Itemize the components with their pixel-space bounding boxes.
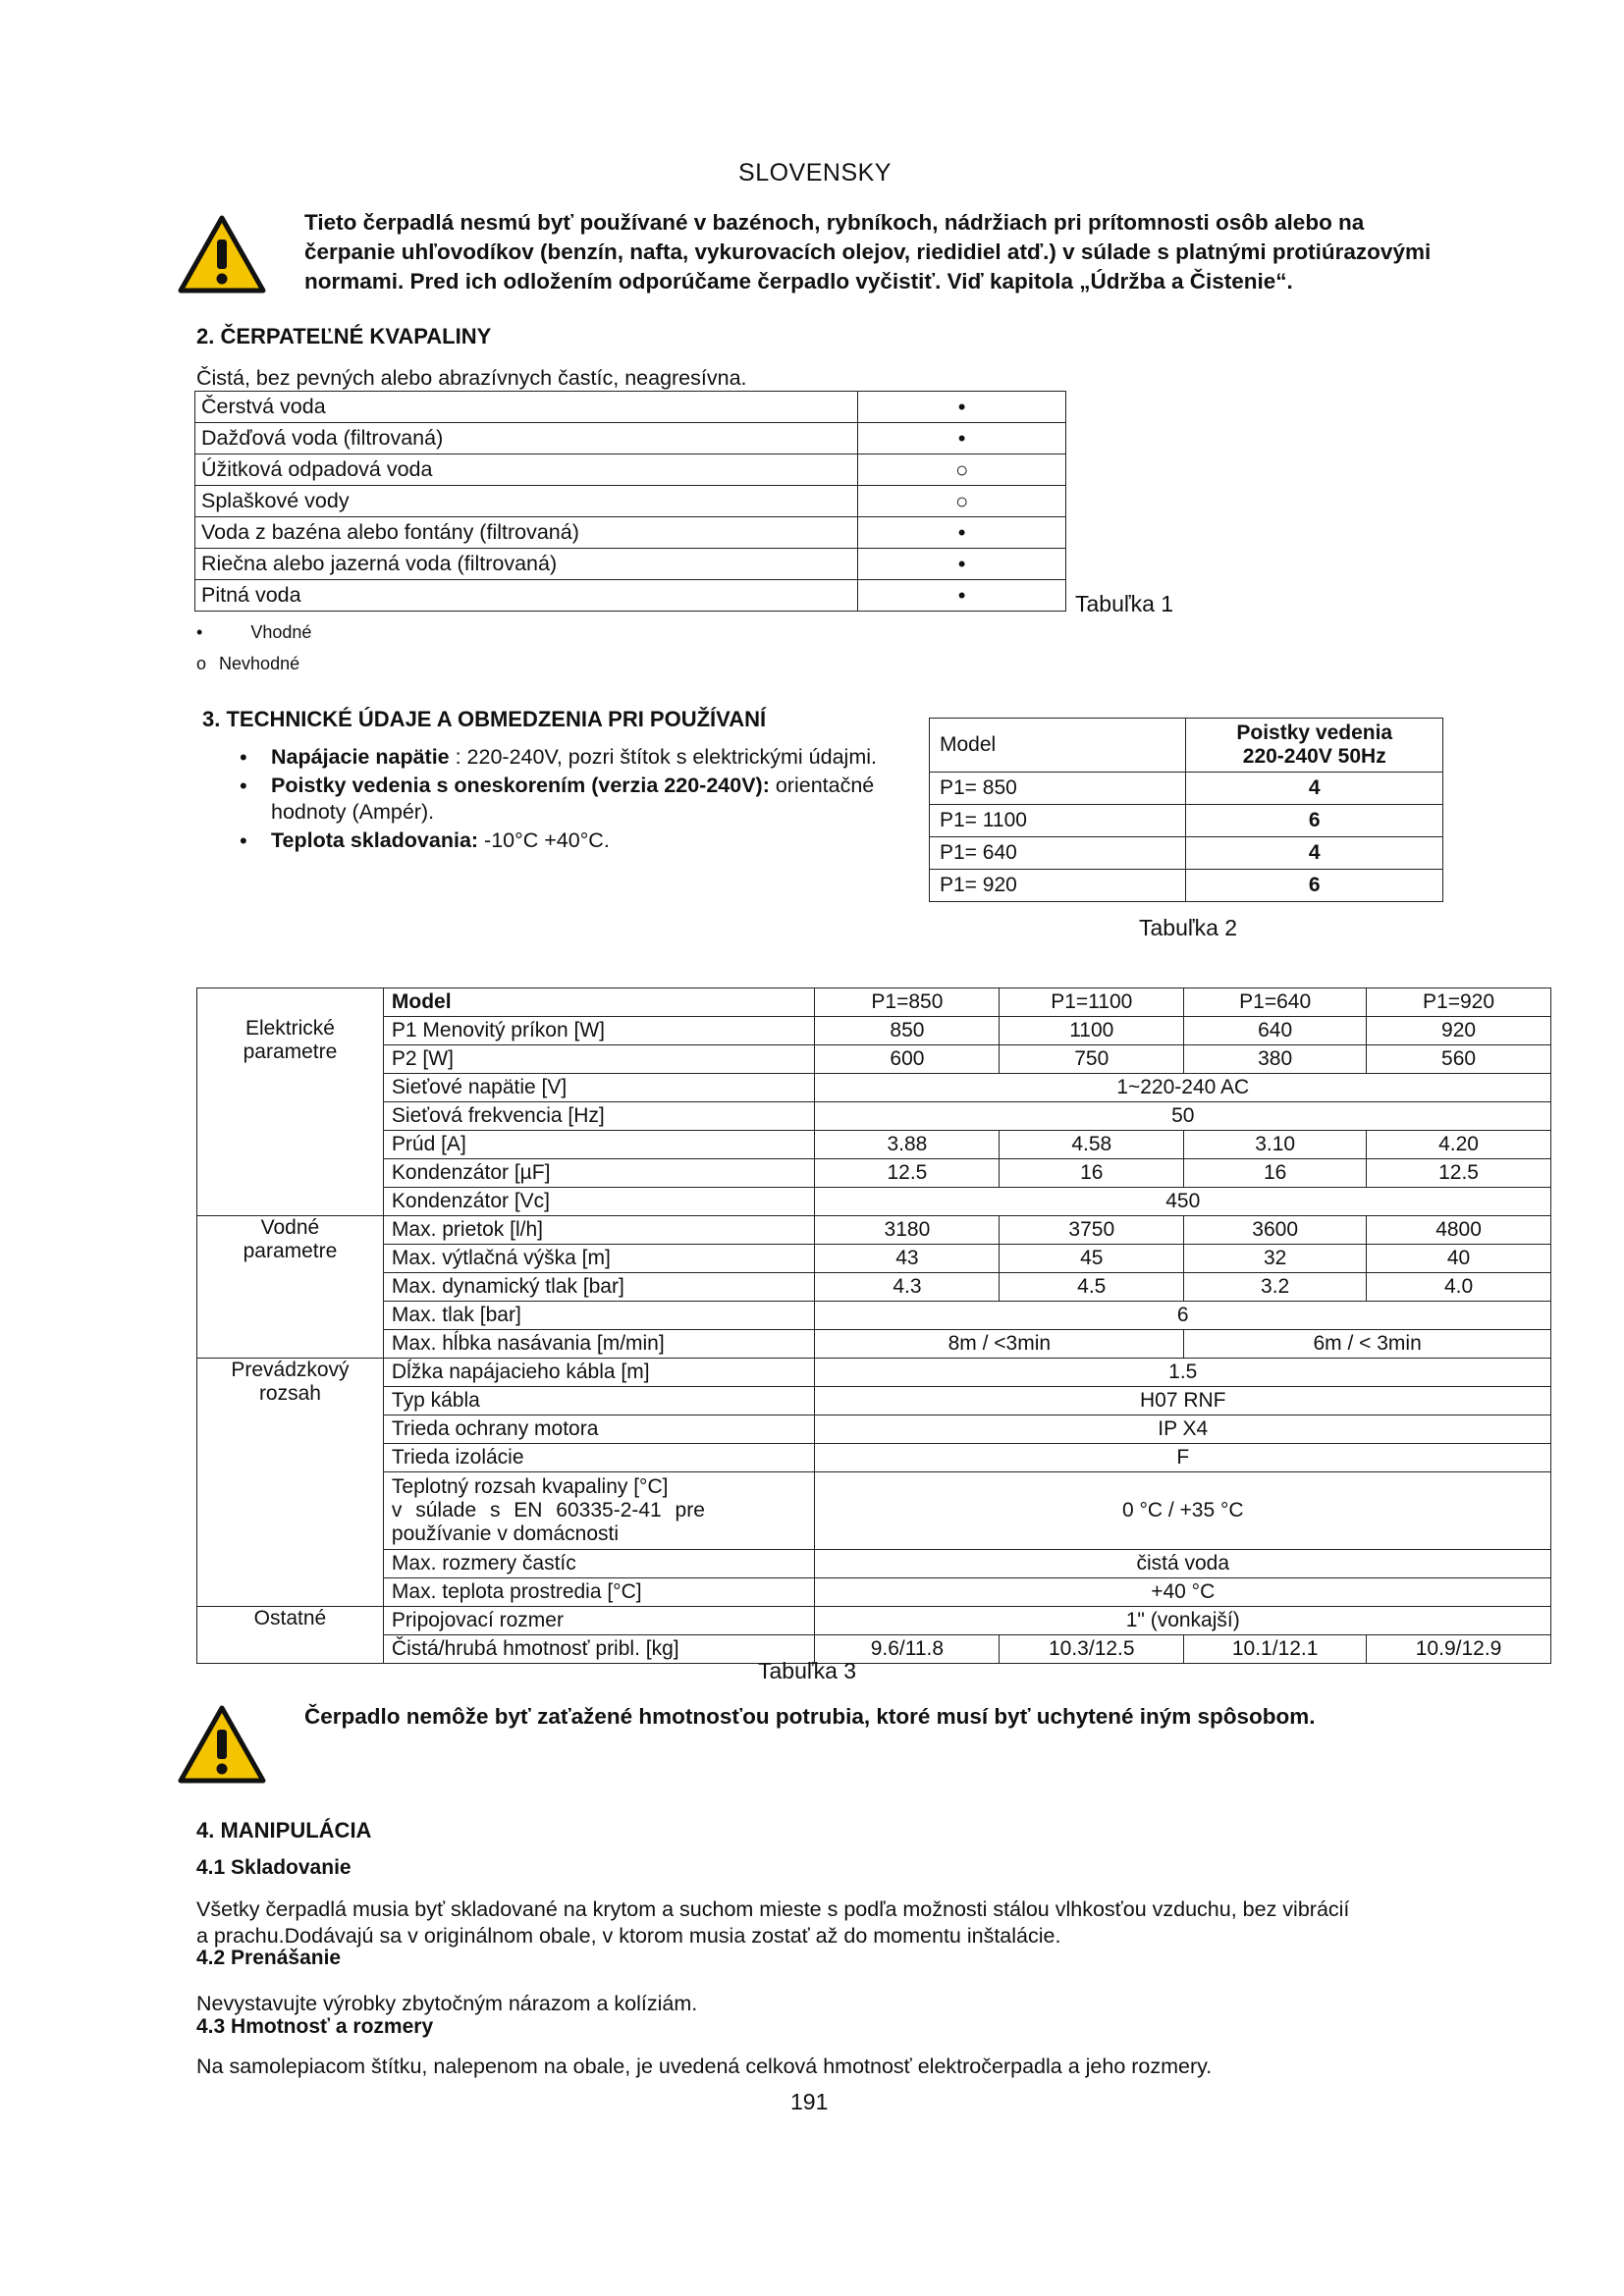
- row-label: Typ kábla: [383, 1387, 815, 1415]
- section-4-heading: 4. MANIPULÁCIA: [196, 1818, 372, 1842]
- table-row: [195, 486, 1066, 517]
- header-model-3: P1=640: [1184, 988, 1367, 1017]
- fuse-table-header-fuse: Poistky vedenia 220-240V 50Hz: [1186, 719, 1443, 773]
- model-cell: P1= 920: [930, 870, 1186, 902]
- model-cell: P1= 640: [930, 837, 1186, 870]
- header-model-1: P1=850: [815, 988, 1000, 1017]
- suitability-symbol: •: [858, 423, 1066, 454]
- legend-label-unsuitable: Nevhodné: [219, 654, 300, 673]
- warning-text-piping: Čerpadlo nemôže byť zaťažené hmotnosťou potrubia, ktoré musí byť uchytené iným spôsobom.: [304, 1704, 1316, 1729]
- list-item: • Napájacie napätie : 220-240V, pozri štítok s elektrickými údajmi.: [234, 744, 911, 771]
- header-model: Model: [383, 988, 815, 1017]
- list-item: • Teplota skladovania: -10°C +40°C.: [234, 828, 911, 854]
- fuse-cell: 6: [1186, 870, 1443, 902]
- liquid-label: Splaškové vody: [195, 486, 858, 517]
- header-model-2: P1=1100: [1000, 988, 1184, 1017]
- fuse-table: [929, 718, 1443, 902]
- row-label: P1 Menovitý príkon [W]: [383, 1017, 815, 1045]
- row-label: Čistá/hrubá hmotnosť pribl. [kg]: [383, 1635, 815, 1664]
- group-other: Ostatné: [197, 1607, 384, 1664]
- table-row: [195, 392, 1066, 423]
- liquid-label: Čerstvá voda: [195, 392, 858, 423]
- section-4-1-text: Všetky čerpadlá musia byť skladované na krytom a suchom mieste s podľa možnosti stálou vlhkosťou vzduchu, bez vibrácií a prachu.Dodávajú sa v originálnom obale, v ktorom musia zostať až do momentu inštalácie.: [196, 1897, 1350, 1948]
- fuse-cell: 4: [1186, 773, 1443, 805]
- legend-suitable: [196, 622, 311, 643]
- row-label: Teplotný rozsah kvapaliny [°C] v súlade s EN 60335-2-41 pre používanie v domácnosti: [383, 1472, 815, 1550]
- tech-data-list: [234, 744, 911, 856]
- table-row: [930, 870, 1443, 902]
- table-row: [195, 423, 1066, 454]
- section-2-heading: 2. ČERPATEĽNÉ KVAPALINY: [196, 324, 492, 348]
- table-row: [195, 549, 1066, 580]
- warning-triangle-icon: [177, 1704, 267, 1785]
- table-row: [930, 805, 1443, 837]
- liquid-label: Dažďová voda (filtrovaná): [195, 423, 858, 454]
- fuse-cell: 4: [1186, 837, 1443, 870]
- legend-symbol-suitable: •: [196, 622, 203, 642]
- suitability-symbol: •: [858, 580, 1066, 612]
- section-2-intro: Čistá, bez pevných alebo abrazívnych častíc, neagresívna.: [196, 366, 747, 390]
- liquids-table: [194, 391, 1066, 612]
- language-title: SLOVENSKY: [738, 159, 892, 187]
- suitability-symbol: •: [858, 549, 1066, 580]
- suitability-symbol: •: [858, 392, 1066, 423]
- row-label: Dĺžka napájacieho kábla [m]: [383, 1359, 815, 1387]
- header-model-4: P1=920: [1367, 988, 1551, 1017]
- row-label: Max. dynamický tlak [bar]: [383, 1273, 815, 1302]
- table-row: [195, 580, 1066, 612]
- table-1-caption: Tabuľka 1: [1075, 591, 1174, 616]
- group-operating-range: Prevádzkový rozsah: [197, 1359, 384, 1607]
- legend-label-suitable: Vhodné: [250, 622, 312, 642]
- liquid-label: Riečna alebo jazerná voda (filtrovaná): [195, 549, 858, 580]
- section-4-1-heading: 4.1 Skladovanie: [196, 1856, 352, 1879]
- model-cell: P1= 850: [930, 773, 1186, 805]
- group-water: Vodné parametre: [197, 1216, 384, 1359]
- warning-triangle-icon: [177, 214, 267, 294]
- model-cell: P1= 1100: [930, 805, 1186, 837]
- row-label: Sieťová frekvencia [Hz]: [383, 1102, 815, 1131]
- liquid-label: Pitná voda: [195, 580, 858, 612]
- group-electrical: Elektrické parametre: [197, 1017, 384, 1216]
- table-2-caption: Tabuľka 2: [1139, 915, 1238, 940]
- suitability-symbol: ○: [858, 454, 1066, 486]
- row-label: P2 [W]: [383, 1045, 815, 1074]
- table-row: [930, 773, 1443, 805]
- row-label: Max. výtlačná výška [m]: [383, 1245, 815, 1273]
- technical-data-table: Model P1=850 P1=1100 P1=640 P1=920 Elektrické parametre P1 Menovitý príkon [W] 850 1100 640 920 P2 [W] 600 750 380 560 Sieťové napätie [V] 1~220-240 AC Sieťová frekvencia [Hz] 50 Prúd [A] 3.88 4.58 3.10 4.20 Kondenzátor [µF] 12.5 16 16 12.5 Kondenzátor [Vc] 450 Vodné parametre Max. prietok [l/h] 3180 3750 3600 4800 Max. výtlačná výška [m] 43 45 32 40 Max. dynamický tlak [bar] 4.3 4.5 3.2 4.0 Max. tlak [bar] 6 Max. hĺbka nasávania [m/min] 8m / <3min 6m / < 3min Prevádzkový rozsah Dĺžka napájacieho kábla [m] 1.5 Typ kábla H07 RNF Trieda ochrany motora IP X4 Trieda izolácie F Teplotný rozsah kvapaliny [°C] v súlade s EN 60335-2-41 pre používanie v domácnosti 0 °C / +35 °C Max. rozmery častíc čistá voda Max. teplota prostredia [°C] +40 °C Ostatné Pripojovací rozmer 1" (vonkajší) Čistá/hrubá hmotnosť pribl. [kg] 9.6/11.8 10.3/12.5 10.1/12.1 10.9/12.9: [196, 988, 1551, 1664]
- list-item: • Poistky vedenia s oneskorením (verzia 220-240V): orientačné hodnoty (Ampér).: [234, 773, 911, 826]
- row-label: Max. rozmery častíc: [383, 1550, 815, 1578]
- row-label: Max. teplota prostredia [°C]: [383, 1578, 815, 1607]
- fuse-cell: 6: [1186, 805, 1443, 837]
- legend-unsuitable: [196, 654, 299, 674]
- section-4-2-text: Nevystavujte výrobky zbytočným nárazom a kolíziám.: [196, 1992, 698, 2015]
- row-label: Kondenzátor [µF]: [383, 1159, 815, 1188]
- liquid-label: Voda z bazéna alebo fontány (filtrovaná): [195, 517, 858, 549]
- table-3-caption: Tabuľka 3: [758, 1658, 857, 1683]
- table-row: [930, 837, 1443, 870]
- fuse-table-header-model: Model: [930, 719, 1186, 773]
- section-4-3-heading: 4.3 Hmotnosť a rozmery: [196, 2015, 434, 2038]
- section-3-heading: 3. TECHNICKÉ ÚDAJE A OBMEDZENIA PRI POUŽÍVANÍ: [202, 707, 767, 731]
- row-label: Trieda ochrany motora: [383, 1415, 815, 1444]
- row-label: Max. hĺbka nasávania [m/min]: [383, 1330, 815, 1359]
- row-label: Prúd [A]: [383, 1131, 815, 1159]
- suitability-symbol: ○: [858, 486, 1066, 517]
- row-label: Trieda izolácie: [383, 1444, 815, 1472]
- table-row: [195, 517, 1066, 549]
- liquid-label: Úžitková odpadová voda: [195, 454, 858, 486]
- legend-symbol-unsuitable: o: [196, 654, 207, 673]
- section-4-2-heading: 4.2 Prenášanie: [196, 1947, 342, 1969]
- row-label: Sieťové napätie [V]: [383, 1074, 815, 1102]
- page-number: 191: [790, 2089, 829, 2114]
- row-label: Max. prietok [l/h]: [383, 1216, 815, 1245]
- suitability-symbol: •: [858, 517, 1066, 549]
- row-label: Max. tlak [bar]: [383, 1302, 815, 1330]
- row-label: Kondenzátor [Vc]: [383, 1188, 815, 1216]
- warning-text-storage: Tieto čerpadlá nesmú byť používané v bazénoch, rybníkoch, nádržiach pri prítomnosti osôb alebo na čerpanie uhľovodíkov (benzín, nafta, vykurovacích olejov, riedidiel atď.) v súlade s platnými protiúrazovými normami. Pred ich odložením odporúčame čerpadlo vyčistiť. Viď kapitola „Údržba a Čistenie“.: [304, 210, 1432, 294]
- table-row: [195, 454, 1066, 486]
- row-label: Pripojovací rozmer: [383, 1607, 815, 1635]
- section-4-3-text: Na samolepiacom štítku, nalepenom na obale, je uvedená celková hmotnosť elektročerpadla a jeho rozmery.: [196, 2055, 1213, 2078]
